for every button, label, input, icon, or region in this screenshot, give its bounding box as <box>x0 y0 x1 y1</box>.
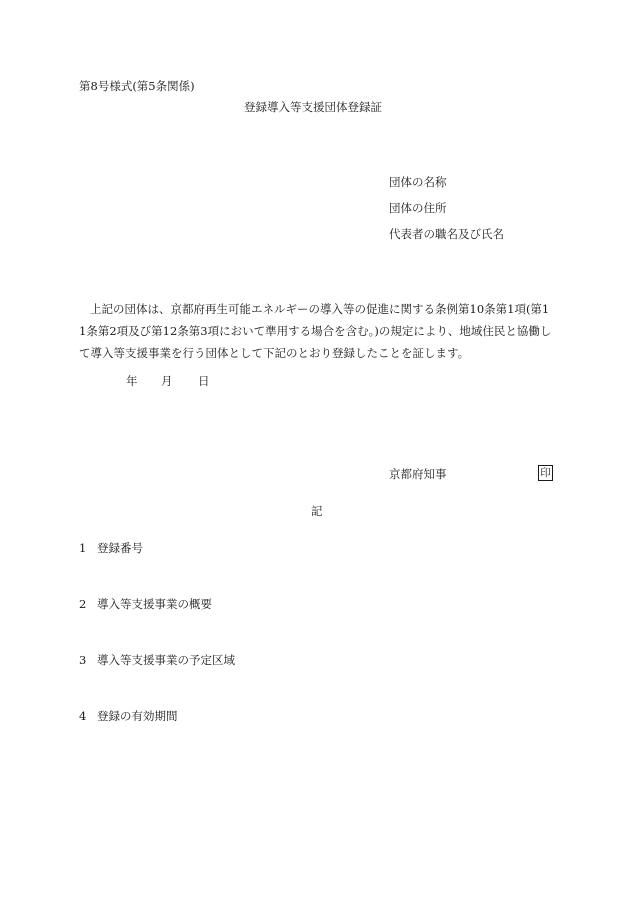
document-title: 登録導入等支援団体登録証 <box>244 100 382 114</box>
item-number: 1 <box>79 541 87 555</box>
field-organization-address: 団体の住所 <box>389 201 447 215</box>
item-number: 3 <box>79 653 87 667</box>
form-number: 第8号様式(第5条関係) <box>79 79 195 93</box>
seal-stamp-box: 印 <box>538 465 553 481</box>
item-label: 登録の有効期間 <box>97 709 178 723</box>
date-year-label: 年 <box>126 374 138 388</box>
item-label: 登録番号 <box>97 541 143 555</box>
record-item-business-overview <box>79 599 212 611</box>
field-organization-name: 団体の名称 <box>389 175 447 189</box>
record-item-validity-period <box>79 711 178 723</box>
item-number: 2 <box>79 597 87 611</box>
field-representative: 代表者の職名及び氏名 <box>389 227 504 241</box>
date-day-label: 日 <box>198 374 210 388</box>
item-number: 4 <box>79 709 87 723</box>
item-label: 導入等支援事業の概要 <box>97 597 212 611</box>
item-label: 導入等支援事業の予定区域 <box>97 653 235 667</box>
record-item-planned-area <box>79 655 235 667</box>
record-item-registration-number <box>79 543 143 555</box>
record-heading: 記 <box>311 504 323 518</box>
certification-body-text: 上記の団体は、京都府再生可能エネルギーの導入等の促進に関する条例第10条第1項(第11条第2項及び第12条第3項において準用する場合を含む。)の規定により、地域住民と協働して導入等支援事業を行う団体として下記のとおり登録したことを証します。 <box>79 302 552 360</box>
date-month-label: 月 <box>161 374 173 388</box>
issuer-governor: 京都府知事 <box>389 467 447 481</box>
